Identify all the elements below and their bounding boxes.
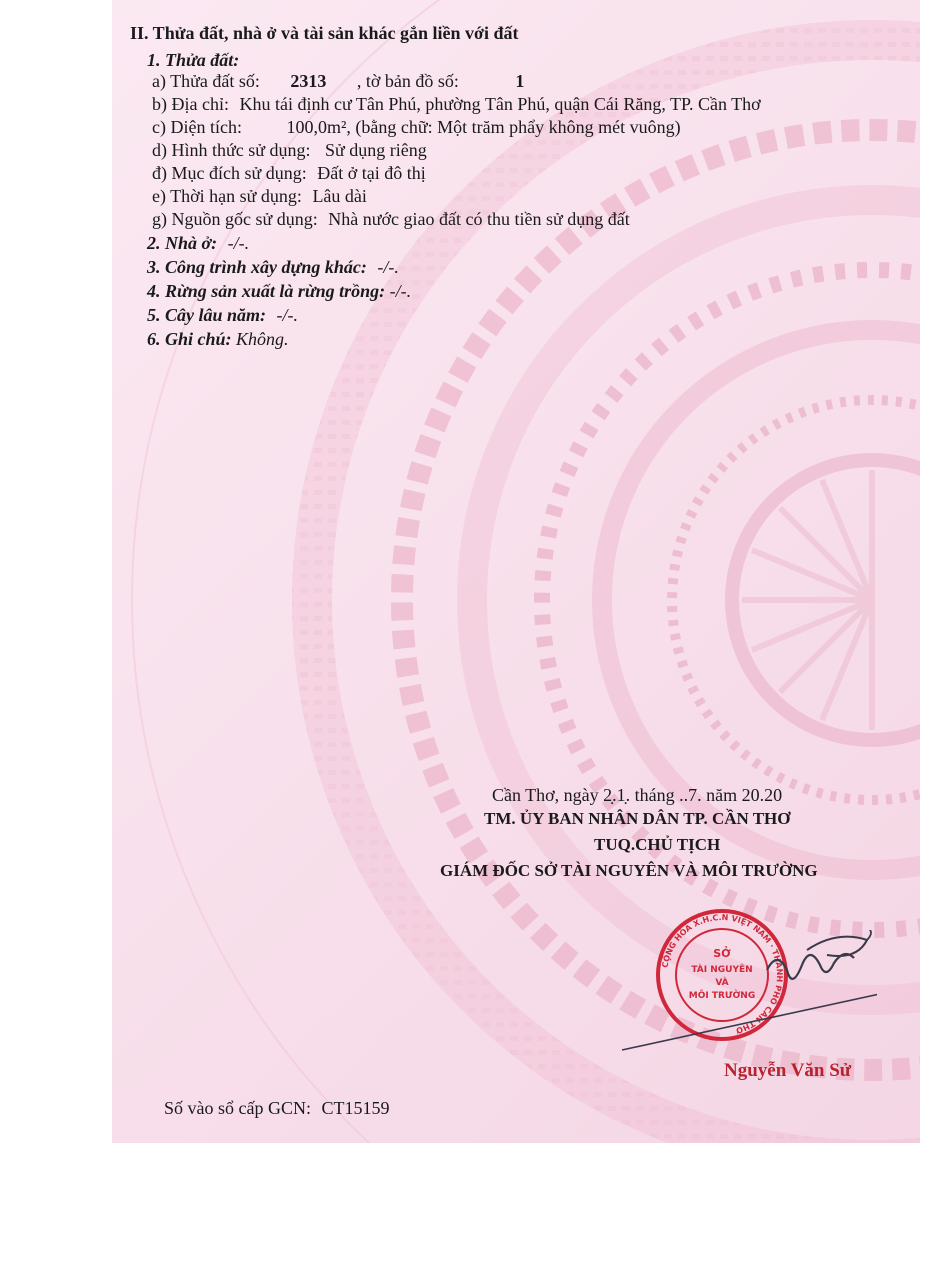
- note-value: Không.: [236, 329, 289, 349]
- signer-title: GIÁM ĐỐC SỞ TÀI NGUYÊN VÀ MÔI TRƯỜNG: [440, 861, 818, 880]
- seal-line-3: VÀ: [715, 978, 729, 988]
- seal-ring-text: CỘNG HÒA X.H.C.N VIỆT NAM · THÀNH PHỐ CẦN THƠ: [660, 912, 785, 1036]
- address-row: [152, 93, 761, 115]
- usage-term-label: e) Thời hạn sử dụng:: [152, 186, 302, 206]
- certificate-page: [112, 0, 920, 1143]
- address-label: b) Địa chỉ:: [152, 94, 229, 114]
- usage-form-row: [152, 139, 427, 161]
- usage-purpose-row: [152, 162, 426, 184]
- other-works-row: [147, 256, 399, 278]
- perennial-label: 5. Cây lâu năm:: [147, 305, 267, 325]
- seal-line-4: MÔI TRƯỜNG: [688, 991, 756, 1001]
- house-value: -/-.: [227, 233, 250, 253]
- forest-label: 4. Rừng sản xuất là rừng trồng:: [147, 281, 386, 301]
- perennial-value: -/-.: [276, 305, 299, 325]
- usage-purpose-value: Đất ở tại đô thị: [317, 163, 426, 183]
- usage-form-label: d) Hình thức sử dụng:: [152, 140, 311, 160]
- map-sheet-label: , tờ bản đồ số:: [356, 71, 459, 91]
- issue-date-line: Cần Thơ, ngày 2̣.1̣. tháng ..7. năm 20.20: [492, 785, 783, 805]
- usage-form-value: Sử dụng riêng: [325, 140, 427, 160]
- land-heading: 1. Thửa đất:: [147, 50, 240, 70]
- area-row: [152, 116, 681, 138]
- usage-purpose-label: đ) Mục đích sử dụng:: [152, 163, 307, 183]
- registry-label: Số vào sổ cấp GCN:: [164, 1098, 311, 1118]
- signer-name: Nguyễn Văn Sử: [724, 1060, 852, 1081]
- registry-row: [164, 1097, 390, 1119]
- handwritten-signature: [617, 930, 877, 1060]
- area-value: 100,0m², (bằng chữ: Một trăm phẩy không mét vuông): [286, 117, 681, 137]
- parcel-number-label: a) Thửa đất số:: [152, 71, 260, 91]
- seal-line-1: SỞ: [713, 947, 731, 960]
- address-value: Khu tái định cư Tân Phú, phường Tân Phú, quận Cái Răng, TP. Cần Thơ: [239, 94, 761, 114]
- seal-line-2: TÀI NGUYÊN: [691, 965, 753, 975]
- perennial-row: [147, 304, 298, 326]
- house-label: 2. Nhà ở:: [147, 233, 218, 253]
- parcel-number-value: 2313: [290, 71, 327, 91]
- forest-row: [147, 280, 411, 302]
- house-row: [147, 232, 249, 254]
- other-works-label: 3. Công trình xây dựng khác:: [147, 257, 367, 277]
- usage-term-value: Lâu dài: [312, 186, 367, 206]
- forest-value: -/-.: [389, 281, 412, 301]
- area-label: c) Diện tích:: [152, 117, 242, 137]
- parcel-number-row: [152, 70, 524, 92]
- section-title: II. Thửa đất, nhà ở và tài sản khác gắn liền với đất: [130, 23, 519, 43]
- issuing-org: TM. ỦY BAN NHÂN DÂN TP. CẦN THƠ: [484, 809, 791, 828]
- usage-origin-label: g) Nguồn gốc sử dụng:: [152, 209, 318, 229]
- usage-origin-value: Nhà nước giao đất có thu tiền sử dụng đất: [328, 209, 630, 229]
- other-works-value: -/-.: [377, 257, 399, 277]
- map-sheet-value: 1: [515, 71, 525, 91]
- registry-value: CT15159: [321, 1098, 390, 1118]
- note-row: [147, 328, 289, 350]
- usage-origin-row: [152, 208, 630, 230]
- note-label: 6. Ghi chú:: [147, 329, 232, 349]
- usage-term-row: [152, 185, 367, 207]
- on-behalf-of: TUQ.CHỦ TỊCH: [594, 835, 721, 854]
